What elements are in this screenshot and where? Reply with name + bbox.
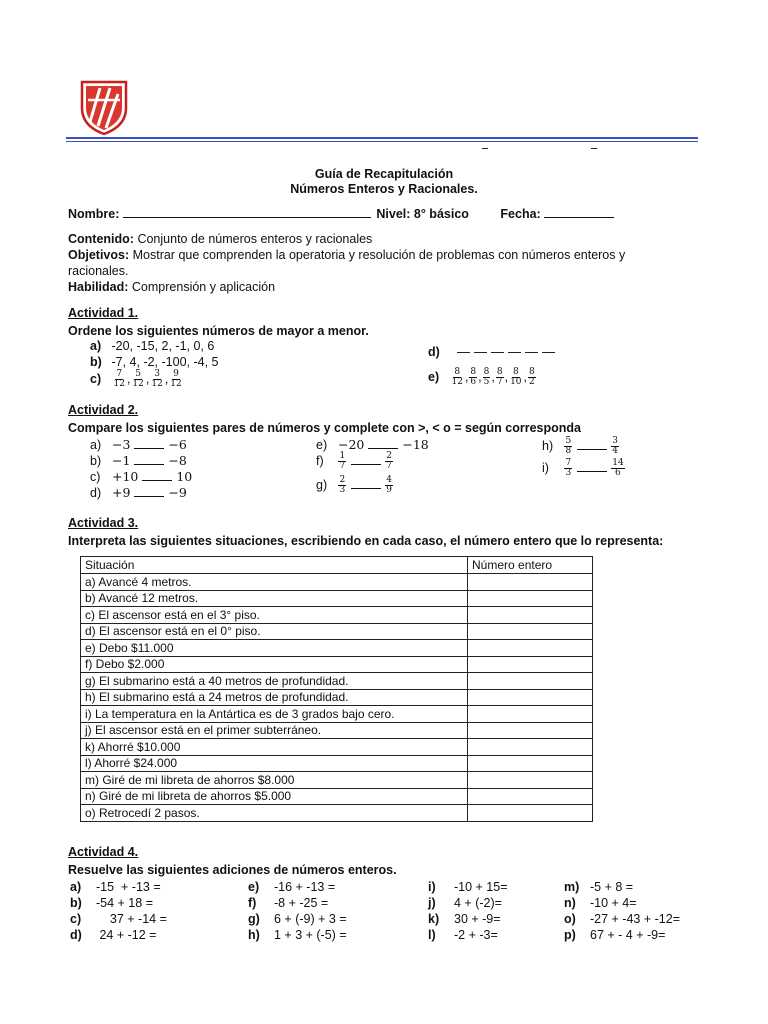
addition-item [428, 880, 508, 894]
situation-cell: j) El ascensor está en el primer subterráneo. [81, 722, 468, 739]
item-label: a) [70, 880, 82, 894]
separator: , [145, 371, 150, 386]
answer-blanks[interactable] [455, 345, 557, 359]
integer-answer-cell[interactable] [468, 706, 593, 723]
item-label: d) [90, 486, 102, 500]
separator: , [523, 369, 528, 384]
activity-2-title: Actividad 2. [68, 403, 139, 417]
table-row [81, 788, 593, 805]
name-label: Nombre: [68, 207, 120, 221]
situation-cell: f) Debo $2.000 [81, 656, 468, 673]
act1-item-b [90, 355, 218, 369]
table-row [81, 755, 593, 772]
left-fraction: $\frac{5}{8}$ [565, 436, 572, 456]
page-title: Guía de Recapitulación [314, 167, 454, 181]
addition-item [428, 928, 498, 942]
situation-cell: m) Giré de mi libreta de ahorros $8.000 [81, 772, 468, 789]
situation-cell: l) Ahorré $24.000 [81, 755, 468, 772]
situation-cell: a) Avancé 4 metros. [81, 574, 468, 591]
right-value: −9 [168, 485, 187, 500]
situation-cell: n) Giré de mi libreta de ahorros $5.000 [81, 788, 468, 805]
item-label: h) [248, 928, 260, 942]
addition-item [428, 896, 502, 910]
right-value: −8 [168, 453, 187, 468]
situation-cell: d) El ascensor está en el 0° piso. [81, 623, 468, 640]
integer-answer-cell[interactable] [468, 673, 593, 690]
item-text: -20, -15, 2, -1, 0, 6 [111, 339, 215, 353]
compare-blank[interactable] [577, 471, 607, 472]
table-row [81, 640, 593, 657]
activity-4-title: Actividad 4. [68, 845, 139, 859]
item-label: d) [70, 928, 82, 942]
situation-cell: g) El submarino está a 40 metros de profundidad. [81, 673, 468, 690]
item-label: a) [90, 438, 102, 452]
addition-item [428, 912, 501, 926]
left-value: −1 [111, 453, 131, 468]
objectives-line-2: racionales. [68, 264, 129, 278]
integer-answer-cell[interactable] [468, 772, 593, 789]
activity-3-instruction: Interpreta las siguientes situaciones, escribiendo en cada caso, el número entero que lo representa: [68, 534, 664, 548]
act2-item-f [316, 452, 394, 471]
separator: , [478, 369, 482, 384]
act2-item-b [90, 453, 187, 468]
integer-answer-cell[interactable] [468, 805, 593, 822]
act2-item-e [316, 437, 429, 452]
act2-item-g [316, 476, 394, 495]
skill-text: Comprensión y aplicación [131, 280, 276, 294]
fraction: $\frac{9}{12}$ [170, 369, 182, 389]
table-row [81, 623, 593, 640]
compare-blank[interactable] [368, 448, 398, 449]
integer-answer-cell[interactable] [468, 739, 593, 756]
school-logo [80, 80, 128, 136]
content-line [68, 232, 372, 246]
right-value: −6 [168, 437, 187, 452]
item-label: n) [564, 896, 576, 910]
left-fraction: $\frac{1}{7}$ [339, 451, 346, 471]
left-value: −20 [337, 437, 365, 452]
item-label: g) [316, 477, 328, 492]
table-row [81, 706, 593, 723]
situation-cell: c) El ascensor está en el 3° piso. [81, 607, 468, 624]
addition-expression: -16 + -13 = [274, 880, 336, 894]
addition-item [564, 880, 633, 894]
table-row [81, 574, 593, 591]
shield-icon [80, 80, 128, 136]
fraction-list [449, 367, 536, 387]
act1-item-d [428, 345, 557, 359]
addition-expression: 67 + - 4 + -9= [590, 928, 666, 942]
addition-expression: 24 + -12 = [96, 928, 157, 942]
item-label: b) [70, 896, 82, 910]
addition-expression: -8 + -25 = [274, 896, 329, 910]
objectives-line [68, 248, 625, 262]
objectives-label: Objetivos: [68, 248, 130, 262]
compare-blank[interactable] [577, 449, 607, 450]
separator: , [504, 369, 509, 384]
date-label: Fecha: [500, 207, 541, 221]
act2-item-i [542, 459, 626, 478]
integer-answer-cell[interactable] [468, 574, 593, 591]
addition-expression: 4 + (-2)= [454, 896, 502, 910]
addition-expression: -27 + -43 + -12= [590, 912, 680, 926]
level-label: Nivel: 8° básico [376, 207, 469, 221]
item-label: m) [564, 880, 580, 894]
situations-table [80, 556, 593, 822]
item-label: d) [428, 345, 440, 359]
table-row [81, 722, 593, 739]
header-tick [482, 148, 488, 149]
table-row [81, 673, 593, 690]
situation-cell: i) La temperatura en la Antártica es de 3 grados bajo cero. [81, 706, 468, 723]
table-row [81, 689, 593, 706]
activity-3-title: Actividad 3. [68, 516, 139, 530]
left-value: −3 [111, 437, 131, 452]
item-label: b) [90, 355, 102, 369]
act2-item-a [90, 437, 187, 452]
header-rule-thin [66, 141, 698, 142]
table-row [81, 607, 593, 624]
item-label: c) [70, 912, 82, 926]
left-value: +10 [111, 469, 139, 484]
right-fraction: $\frac{2}{7}$ [386, 451, 392, 471]
table-row [81, 772, 593, 789]
item-label: l) [428, 928, 436, 942]
page-subtitle: Números Enteros y Racionales. [290, 182, 478, 196]
fraction: $\frac{8}{12}$ [451, 367, 463, 387]
activity-2-instruction: Compare los siguientes pares de números y complete con >, < o = según corresponda [68, 421, 582, 435]
situation-cell: o) Retrocedí 2 pasos. [81, 805, 468, 822]
content-text: Conjunto de números enteros y racionales [137, 232, 373, 246]
compare-blank[interactable] [134, 464, 164, 465]
separator: , [164, 371, 169, 386]
item-label: i) [542, 460, 549, 475]
addition-expression: -5 + 8 = [590, 880, 634, 894]
activity-1-title: Actividad 1. [68, 306, 139, 320]
fraction: $\frac{8}{2}$ [529, 367, 535, 387]
fraction: $\frac{8}{10}$ [510, 367, 522, 387]
item-label: f) [316, 453, 324, 468]
act1-item-e [428, 368, 537, 387]
addition-expression: -10 + 4= [590, 896, 637, 910]
activity-1-instruction: Ordene los siguientes números de mayor a menor. [68, 324, 369, 338]
integer-answer-cell[interactable] [468, 689, 593, 706]
addition-expression: -2 + -3= [454, 928, 498, 942]
fraction: $\frac{8}{7}$ [496, 367, 503, 387]
item-label: f) [248, 896, 257, 910]
addition-expression: 30 + -9= [454, 912, 501, 926]
addition-item [564, 896, 637, 910]
separator: , [126, 371, 131, 386]
addition-expression: -54 + 18 = [96, 896, 153, 910]
addition-expression: 37 + -14 = [96, 912, 167, 926]
left-value: +9 [111, 485, 131, 500]
act2-item-d [90, 485, 187, 500]
date-field[interactable] [544, 217, 614, 218]
item-label: b) [90, 454, 102, 468]
situation-cell: b) Avancé 12 metros. [81, 590, 468, 607]
situations-body [81, 574, 593, 822]
item-label: e) [248, 880, 260, 894]
integer-answer-cell[interactable] [468, 607, 593, 624]
act2-item-h [542, 437, 620, 456]
objectives-text: Mostrar que comprenden la operatoria y resolución de problemas con números enteros y [132, 248, 626, 262]
situation-cell: e) Debo $11.000 [81, 640, 468, 657]
item-label: p) [564, 928, 576, 942]
fraction-list [111, 369, 183, 389]
item-label: c) [90, 470, 101, 484]
fraction: $\frac{8}{5}$ [483, 367, 490, 387]
addition-item [70, 896, 153, 910]
addition-item [564, 912, 680, 926]
item-label: i) [428, 880, 436, 894]
item-label: j) [428, 896, 436, 910]
item-label: c) [90, 371, 102, 386]
activity-4-instruction: Resuelve las siguientes adiciones de números enteros. [68, 863, 397, 877]
integer-answer-cell[interactable] [468, 788, 593, 805]
addition-item [248, 880, 335, 894]
fraction: $\frac{5}{12}$ [132, 369, 144, 389]
right-fraction: $\frac{14}{6}$ [612, 458, 624, 478]
act1-item-c [90, 370, 184, 389]
table-row [81, 590, 593, 607]
addition-expression: 6 + (-9) + 3 = [274, 912, 347, 926]
item-text: -7, 4, -2, -100, -4, 5 [111, 355, 219, 369]
fraction: $\frac{7}{12}$ [113, 369, 125, 389]
integer-answer-cell[interactable] [468, 755, 593, 772]
right-value: −18 [402, 437, 429, 452]
table-row [81, 656, 593, 673]
addition-item [248, 928, 347, 942]
addition-expression: 1 + 3 + (-5) = [274, 928, 347, 942]
situation-cell: k) Ahorré $10.000 [81, 739, 468, 756]
compare-blank[interactable] [142, 480, 172, 481]
integer-answer-cell[interactable] [468, 623, 593, 640]
header-tick [591, 148, 597, 149]
separator: , [491, 369, 495, 384]
column-header-integer: Número entero [468, 557, 593, 574]
name-field[interactable] [123, 217, 371, 218]
content-label: Contenido: [68, 232, 134, 246]
fraction: $\frac{3}{12}$ [151, 369, 163, 389]
addition-item [248, 912, 347, 926]
addition-item [70, 880, 161, 894]
compare-blank[interactable] [351, 464, 381, 465]
item-label: k) [428, 912, 440, 926]
situation-cell: h) El submarino está a 24 metros de profundidad. [81, 689, 468, 706]
column-header-situation: Situación [81, 557, 468, 574]
right-fraction: $\frac{3}{4}$ [612, 436, 618, 456]
name-line [68, 207, 614, 221]
item-label: g) [248, 912, 260, 926]
compare-blank[interactable] [351, 488, 381, 489]
item-label: o) [564, 912, 576, 926]
skill-line [68, 280, 275, 294]
act1-item-a [90, 339, 214, 353]
compare-blank[interactable] [134, 496, 164, 497]
header-rule [66, 137, 698, 139]
integer-answer-cell[interactable] [468, 640, 593, 657]
addition-item [564, 928, 665, 942]
table-row [81, 739, 593, 756]
integer-answer-cell[interactable] [468, 722, 593, 739]
item-label: e) [428, 369, 440, 384]
integer-answer-cell[interactable] [468, 590, 593, 607]
compare-blank[interactable] [134, 448, 164, 449]
addition-item [70, 912, 167, 926]
item-label: h) [542, 438, 554, 453]
right-value: 10 [176, 469, 193, 484]
addition-item [70, 928, 156, 942]
item-label: a) [90, 339, 102, 353]
addition-expression: -10 + 15= [454, 880, 508, 894]
addition-item [248, 896, 328, 910]
act2-item-c [90, 469, 192, 484]
fraction: $\frac{8}{6}$ [470, 367, 477, 387]
left-fraction: $\frac{2}{3}$ [339, 475, 346, 495]
integer-answer-cell[interactable] [468, 656, 593, 673]
right-fraction: $\frac{4}{9}$ [386, 475, 392, 495]
addition-expression: -15 + -13 = [96, 880, 161, 894]
left-fraction: $\frac{7}{3}$ [565, 458, 572, 478]
separator: , [464, 369, 469, 384]
table-row [81, 805, 593, 822]
skill-label: Habilidad: [68, 280, 129, 294]
item-label: e) [316, 438, 328, 452]
